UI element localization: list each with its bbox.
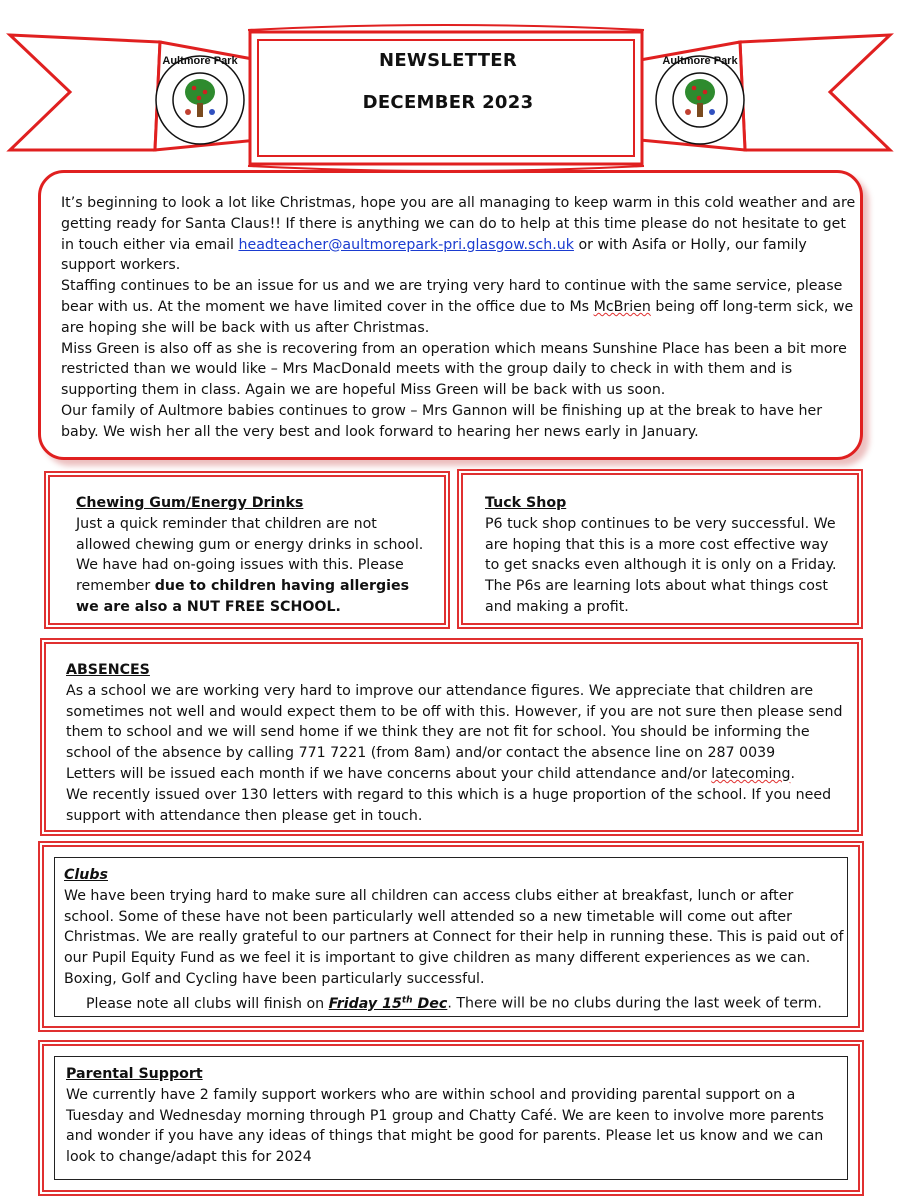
intro-staffing-b: being off long-term sick, we are hoping she will be back with us after Christmas.	[61, 298, 854, 336]
absences-para3: We recently issued over 130 letters with regard to this which is a huge proportion of the school. If you need support with attendance then please get in touch.	[66, 786, 832, 824]
clubs-para2a: Please note all clubs will finish on	[86, 995, 329, 1012]
tuck-shop-heading: Tuck Shop	[485, 495, 567, 511]
absences-panel	[44, 642, 859, 832]
school-logo-left	[150, 48, 250, 148]
intro-babies: Our family of Aultmore babies continues to grow – Mrs Gannon will be finishing up at the break to have her baby. We wish her all the very best and look forward to hearing her news early in January.	[61, 402, 823, 440]
clubs-para2b: . There will be no clubs during the last week of term.	[447, 995, 822, 1012]
intro-line1-end: or with Asifa or Holly, our family support workers.	[61, 236, 807, 274]
clubs-panel	[42, 845, 860, 1028]
clubs-para1: We have been trying hard to make sure all children can access clubs either at breakfast, lunch or after school. Some of these have not been particularly well attended so a new timetable will come out after Christmas. We are really grateful to our partners at Connect for their help in running these. This is paid out of our Pupil Equity Fund as we feel it is important to give children as many different experiences as we can. Boxing, Golf and Cycling have been particularly successful.	[64, 887, 844, 987]
logo-left-name: Aultmore Park	[162, 55, 238, 67]
nut-free-notice: due to children having allergies we are also a NUT FREE SCHOOL.	[76, 578, 410, 615]
tuck-shop-panel	[461, 473, 859, 625]
headteacher-email-link[interactable]: headteacher@aultmorepark-pri.glasgow.sch.uk	[238, 236, 574, 253]
intro-panel	[38, 170, 863, 460]
newsletter-title: NEWSLETTER	[378, 50, 518, 71]
newsletter-date: DECEMBER 2023	[362, 92, 534, 113]
newsletter-title-block	[258, 40, 638, 124]
absences-heading: ABSENCES	[66, 662, 150, 678]
chewing-gum-text: Just a quick reminder that children are not allowed chewing gum or energy drinks in school. We have had on-going issues with this. Please remember	[76, 515, 424, 595]
logo-right-name: Aultmore Park	[662, 55, 738, 67]
intro-staffing-a: Staffing continues to be an issue for us and we are trying very hard to continue with the same service, please bear with us. At the moment we have limited cover in the office due to Ms	[61, 278, 843, 315]
tuck-shop-text: P6 tuck shop continues to be very successful. We are hoping that this is a more cost effective way to get snacks even although it is only on a Friday. The P6s are learning lots about what things cost and making a profit.	[485, 515, 837, 615]
absences-latecoming: latecoming	[711, 765, 791, 782]
absences-para2b: .	[790, 765, 795, 782]
intro-staff-name: McBrien	[593, 298, 651, 315]
chewing-gum-heading: Chewing Gum/Energy Drinks	[76, 495, 304, 511]
absences-para2a: Letters will be issued each month if we have concerns about your child attendance and/or	[66, 765, 712, 782]
parental-support-text: We currently have 2 family support workers who are within school and providing parental support on a Tuesday and Wednesday morning through P1 group and Chatty Café. We are keen to involve more parents and wonder if you have any ideas of things that might be good for parents. Please let us know and we can look to change/adapt this for 2024	[66, 1086, 824, 1166]
intro-miss-green: Miss Green is also off as she is recovering from an operation which means Sunshine Place has been a bit more restricted than we would like – Mrs MacDonald meets with the group daily to check in with them and is supporting them in class. Again we are hopeful Miss Green will be back with us soon.	[61, 340, 847, 399]
intro-text	[61, 193, 861, 443]
parental-support-heading: Parental Support	[66, 1066, 203, 1082]
parental-support-panel	[42, 1044, 860, 1192]
chewing-gum-panel	[48, 475, 446, 625]
absences-para1: As a school we are working very hard to improve our attendance figures. We appreciate that children are sometimes not well and would expect them to be off with this. However, if you are not sure then please send them to school and we will send home if we think they are not fit for school. You should be informing the school of the absence by calling 771 7221 (from 8am) and/or contact the absence line on 287 0039	[66, 682, 843, 762]
clubs-finish-date: Friday 15	[328, 995, 402, 1012]
clubs-heading: Clubs	[64, 867, 108, 883]
school-logo-right	[650, 48, 750, 148]
clubs-finish-month: Dec	[412, 995, 448, 1012]
clubs-date-suffix: th	[401, 994, 413, 1005]
intro-line1: It’s beginning to look a lot like Christmas, hope you are all managing to keep warm in this cold weather and are getting ready for Santa Claus!! If there is anything we can do to help at this time please do not hesitate to get in touch either via email	[61, 195, 856, 253]
